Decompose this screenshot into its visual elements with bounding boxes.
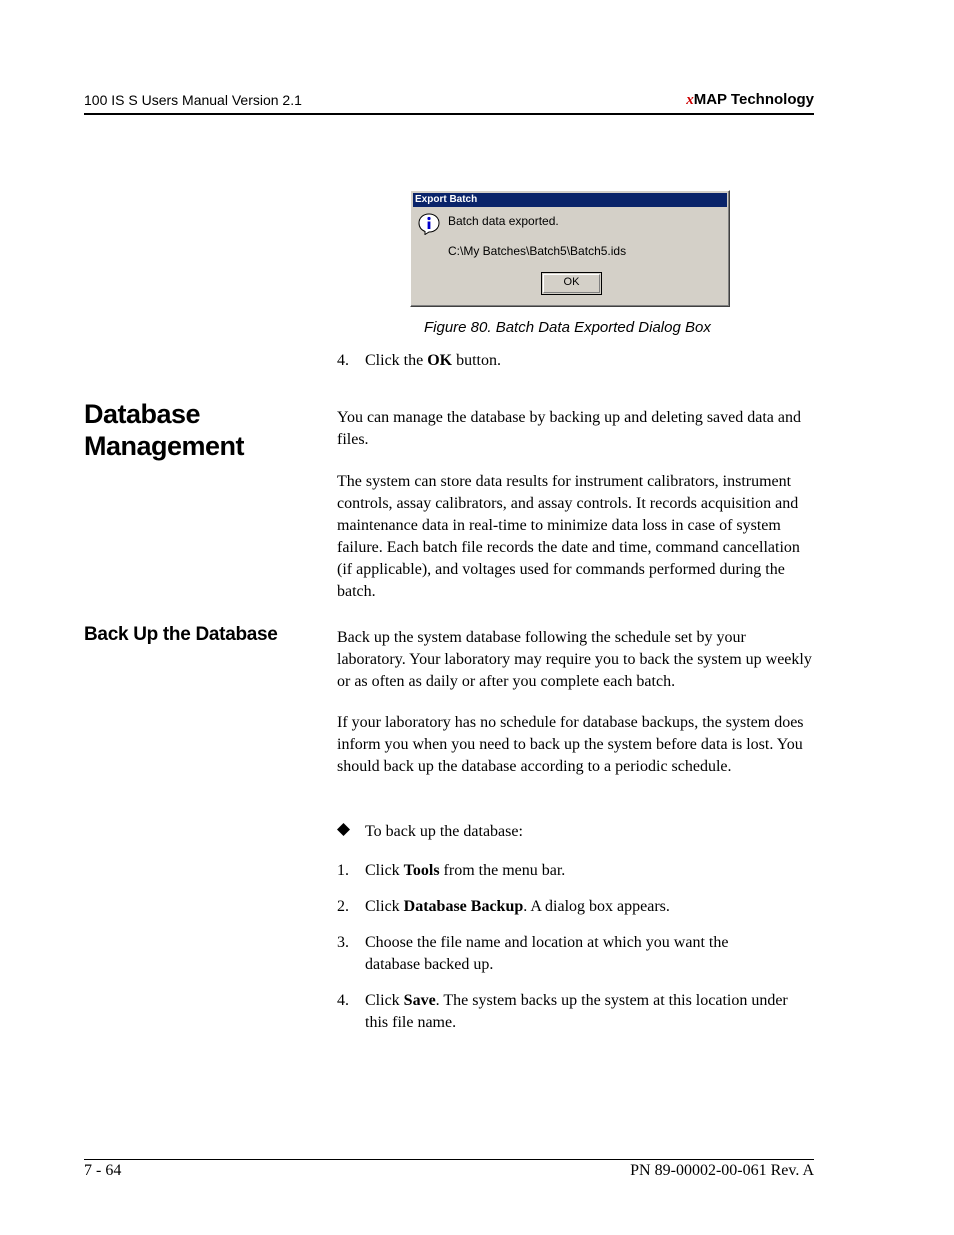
step-number: 2. (337, 898, 349, 915)
step-number: 1. (337, 862, 349, 879)
step-text (365, 860, 815, 882)
paragraph: If your laboratory has no schedule for database backups, the system does inform you when you need to back up the system before data is lost. You should back up the database according to a periodic schedule. (337, 714, 804, 775)
header-product-prefix: x (686, 92, 694, 108)
step-text-bold: OK (427, 352, 453, 369)
step-text (365, 896, 815, 918)
section-heading: Database Management (84, 399, 245, 461)
step-text-before: Click (365, 898, 404, 915)
header-product-name (600, 91, 814, 109)
dialog-title-bar: Export Batch (413, 193, 727, 207)
paragraph: The system can store data results for instrument calibrators, instrument controls, assay calibrators, and assay controls. It records acquisition and maintenance data in real-time to minimize data loss in case of system failure. Each batch file records the date and time, command cancellation (if applicable), and voltages used for commands performed during the batch. (337, 473, 800, 600)
step-text-after: . The system backs up the system at this location under this file name. (365, 992, 788, 1031)
step-text-bold: Tools (403, 862, 440, 879)
step-text (365, 350, 815, 372)
step-number: 4. (337, 352, 349, 369)
step-text-before: Click (365, 862, 404, 879)
ok-button-label: OK (563, 276, 580, 288)
diamond-bullet-icon (337, 823, 350, 836)
header-product-rest: MAP Technology (693, 91, 814, 108)
figure-caption: Figure 80. Batch Data Exported Dialog Box (424, 319, 711, 336)
paragraph: You can manage the database by backing up and deleting saved data and files. (337, 409, 801, 448)
dialog-message: Batch data exported. (448, 214, 559, 228)
step-text-after: from the menu bar. (439, 862, 566, 879)
subsection-heading: Back Up the Database (84, 624, 278, 645)
info-icon (418, 213, 440, 235)
step-text (365, 932, 775, 976)
step-text-before: Choose the file name and location at which you want the database backed up. (365, 934, 729, 973)
paragraph: Back up the system database following the schedule set by your laboratory. Your laboratory may require you to back the system up weekly or as often as daily or after you complete each batch. (337, 629, 812, 690)
procedure-intro: To back up the database: (365, 823, 523, 840)
step-text-bold: Database Backup (403, 898, 524, 915)
step-text-after: . A dialog box appears. (523, 898, 670, 915)
part-number: PN 89-00002-00-061 Rev. A (630, 1162, 814, 1179)
export-batch-dialog (410, 190, 730, 307)
step-text-bold: Save (403, 992, 436, 1009)
footer-rule (84, 1159, 814, 1160)
step-number: 3. (337, 934, 349, 951)
page-number: 7 - 64 (84, 1162, 122, 1179)
ok-button[interactable] (541, 272, 602, 295)
step-number: 4. (337, 992, 349, 1009)
step-text-after: button. (452, 352, 501, 369)
header-rule (84, 113, 814, 115)
step-text-before: Click the (365, 352, 428, 369)
header-manual-title: 100 IS S Users Manual Version 2.1 (84, 92, 302, 108)
step-text (365, 990, 795, 1034)
dialog-file-path: C:\My Batches\Batch5\Batch5.ids (448, 244, 627, 258)
step-text-before: Click (365, 992, 404, 1009)
